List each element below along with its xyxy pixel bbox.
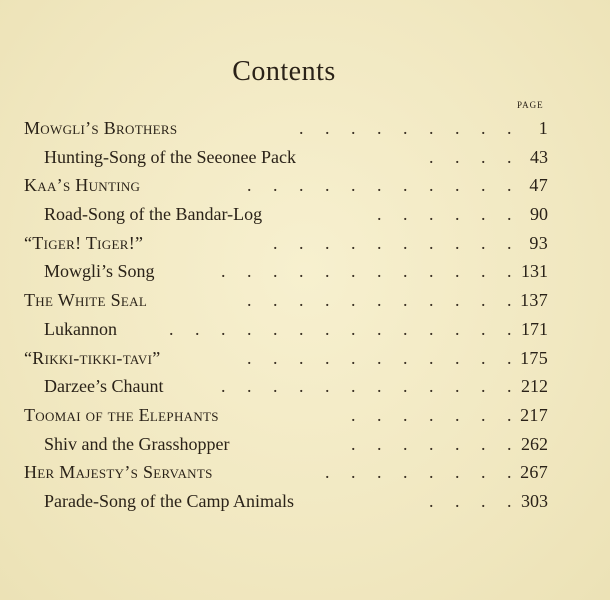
toc-entry-page: 262	[521, 433, 548, 454]
toc-entry	[24, 286, 548, 315]
toc-entry	[24, 114, 548, 143]
toc-entry-page: 93	[529, 232, 548, 253]
toc-entry-title: Shiv and the Grasshopper	[44, 433, 230, 454]
leader-dots: . . . . . .	[377, 204, 520, 225]
toc-entry	[24, 315, 548, 344]
leader-dots: . . . . . . . .	[325, 462, 520, 483]
toc-entry-page: 131	[521, 261, 548, 282]
toc-entry-page: 1	[538, 118, 548, 138]
table-of-contents	[24, 114, 548, 516]
leader-dots: . . . .	[429, 146, 520, 167]
toc-entry	[24, 458, 548, 487]
toc-entry	[24, 200, 548, 229]
toc-entry-title: Lukannon	[44, 318, 117, 339]
toc-entry	[24, 372, 548, 401]
toc-entry-title: Parade-Song of the Camp Animals	[44, 490, 294, 511]
toc-entry	[24, 430, 548, 459]
leader-dots: . . . . . . . . . . .	[247, 290, 520, 311]
leader-dots: . . . . . . . . . . . . . .	[169, 318, 520, 339]
leader-dots: . . . . . . . . . . . .	[221, 376, 520, 397]
toc-entry	[24, 143, 548, 172]
toc-entry-page: 267	[520, 462, 548, 483]
leader-dots: . . . . . . . . . . . .	[221, 261, 520, 282]
toc-entry-title: Toomai of the Elephants	[24, 404, 219, 425]
toc-entry-title: Darzee’s Chaunt	[44, 376, 164, 397]
toc-entry-title: Mowgli’s Song	[44, 261, 155, 282]
leader-dots: . . . . . . .	[351, 404, 520, 425]
leader-dots: . . . .	[429, 490, 520, 511]
toc-entry	[24, 487, 548, 516]
toc-entry-title: The White Seal	[24, 290, 148, 311]
toc-entry-title: Hunting-Song of the Seeonee Pack	[44, 146, 296, 167]
toc-entry	[24, 229, 548, 258]
toc-entry-page: 90	[530, 204, 548, 225]
toc-entry-title: Kaa’s Hunting	[24, 175, 141, 196]
page-title: Contents	[232, 56, 336, 87]
toc-entry	[24, 401, 548, 430]
leader-dots: . . . . . . .	[351, 433, 520, 454]
toc-entry-title: “Tiger! Tiger!”	[24, 232, 144, 253]
toc-entry-page: 175	[520, 347, 548, 368]
toc-entry	[24, 344, 548, 373]
toc-entry-title: Her Majesty’s Servants	[24, 462, 213, 483]
toc-entry-page: 217	[520, 404, 548, 425]
toc-entry-title: Mowgli’s Brothers	[24, 118, 178, 138]
toc-entry	[24, 171, 548, 200]
toc-entry-title: Road-Song of the Bandar-Log	[44, 204, 263, 225]
toc-entry-page: 137	[520, 290, 548, 311]
toc-entry-title: “Rikki-tikki-tavi”	[24, 347, 161, 368]
toc-entry-page: 43	[530, 146, 548, 167]
toc-entry	[24, 257, 548, 286]
leader-dots: . . . . . . . . . .	[273, 232, 520, 253]
page-column-heading: PAGE	[517, 100, 544, 110]
toc-entry-page: 212	[521, 376, 548, 397]
toc-entry-page: 47	[529, 175, 548, 196]
toc-entry-page: 171	[521, 318, 548, 339]
toc-entry-page: 303	[521, 490, 548, 511]
leader-dots: . . . . . . . . .	[299, 118, 520, 138]
leader-dots: . . . . . . . . . . .	[247, 347, 520, 368]
leader-dots: . . . . . . . . . . .	[247, 175, 520, 196]
